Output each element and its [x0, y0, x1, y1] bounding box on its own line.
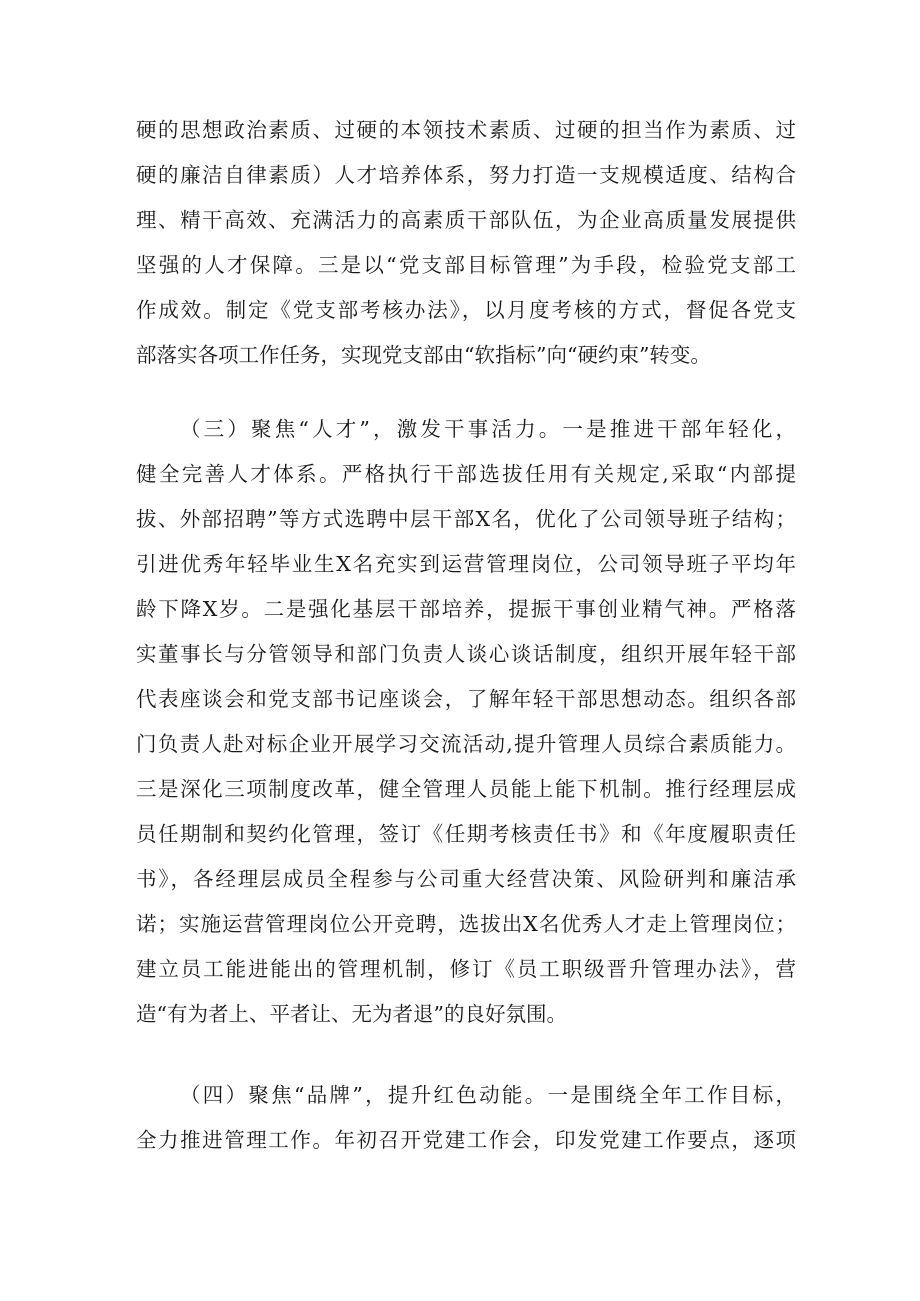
- text-line: 造“有为者上、平者让、无为者退”的良好氛围。: [136, 1002, 567, 1026]
- paragraph-2: [136, 407, 796, 1037]
- text-line: 书》，各经理层成员全程参与公司重大经营决策、风险研判和廉洁承: [136, 867, 796, 891]
- text-line: 三是深化三项制度改革，健全管理人员能上能下机制。推行经理层成: [136, 777, 796, 801]
- text-line: 建立员工能进能出的管理机制，修订《员工职级晋升管理办法》，营: [136, 957, 796, 981]
- text-line: 坚强的人才保障。三是以“党支部目标管理”为手段，检验党支部工: [136, 253, 796, 277]
- text-line: 作成效。制定《党支部考核办法》，以月度考核的方式，督促各党支: [136, 298, 796, 322]
- text-line: 代表座谈会和党支部书记座谈会，了解年轻干部思想动态。组织各部: [136, 687, 796, 711]
- paragraph-1: [136, 108, 796, 378]
- text-line: 门负责人赴对标企业开展学习交流活动,提升管理人员综合素质能力。: [136, 732, 796, 756]
- text-line: 健全完善人才体系。严格执行干部选拔任用有关规定,采取“内部提: [136, 462, 796, 486]
- text-line: 理、精干高效、充满活力的高素质干部队伍，为企业高质量发展提供: [136, 208, 796, 232]
- text-line: 实董事长与分管领导和部门负责人谈心谈话制度，组织开展年轻干部: [136, 642, 796, 666]
- text-line: 员任期制和契约化管理，签订《任期考核责任书》和《年度履职责任: [136, 822, 796, 846]
- text-line: 硬的思想政治素质、过硬的本领技术素质、过硬的担当作为素质、过: [136, 118, 796, 142]
- text-line: 诺；实施运营管理岗位公开竞聘，选拔出X名优秀人才走上管理岗位；: [136, 912, 796, 936]
- text-line: 全力推进管理工作。年初召开党建工作会，印发党建工作要点，逐项: [136, 1128, 796, 1152]
- text-line: 硬的廉洁自律素质）人才培养体系，努力打造一支规模适度、结构合: [136, 163, 796, 187]
- text-line: 龄下降X岁。二是强化基层干部培养，提振干事创业精气神。严格落: [136, 597, 796, 621]
- text-line: 拔、外部招聘”等方式选聘中层干部X名，优化了公司领导班子结构；: [136, 507, 796, 531]
- text-line: （四）聚焦“品牌”，提升红色动能。一是围绕全年工作目标，: [180, 1083, 796, 1107]
- paragraph-3: [136, 1073, 796, 1163]
- text-line: 引进优秀年轻毕业生X名充实到运营管理岗位，公司领导班子平均年: [136, 552, 796, 576]
- text-line: 部落实各项工作任务，实现党支部由“软指标”向“硬约束”转变。: [136, 343, 711, 367]
- text-line: （三）聚焦“人才”，激发干事活力。一是推进干部年轻化，: [180, 417, 796, 441]
